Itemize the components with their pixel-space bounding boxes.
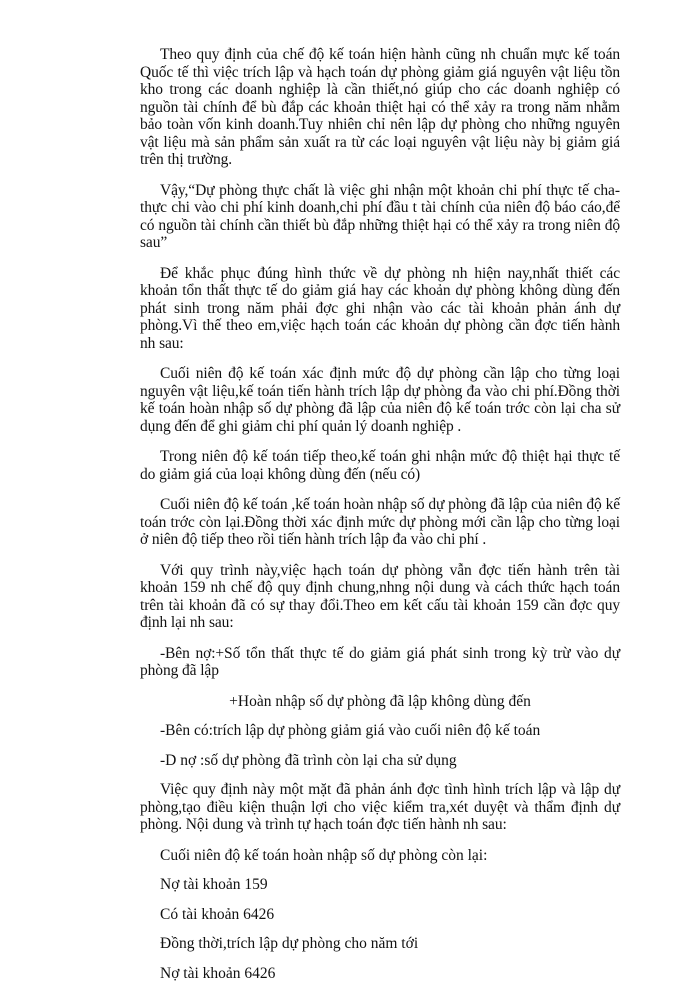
document-page [140, 46, 620, 994]
paragraph-year-end-reversal: Cuối niên độ kế toán ,kế toán hoàn nhập số dự phòng đã lập của niên độ kế toán trớc còn lại.Đồng thời xác định mức dự phòng mới cần lập cho từng loại ở niên độ tiếp theo rồi tiến hành trích lập đa vào chi phí . [140, 496, 620, 548]
paragraph-year-end-determination: Cuối niên độ kế toán xác định mức độ dự phòng cần lập cho từng loại nguyên vật liệu,kế toán tiến hành trích lập dự phòng đa vào chi phí.Đồng thời kế toán hoàn nhập số dự phòng đã lập của niên độ kế toán trớc còn lại cha sử dụng đến để ghi giảm chi phí quản lý doanh nghiệp . [140, 365, 620, 435]
entry-next-year-provision: Đồng thời,trích lập dự phòng cho năm tới [160, 935, 419, 952]
entry-debit-6426: Nợ tài khoản 6426 [160, 964, 276, 982]
paragraph-account-159-structure: Với quy trình này,việc hạch toán dự phòng vẫn đợc tiến hành trên tài khoản 159 nh chế độ quy định chung,nhng nội dung và cách thức hạch toán trên tài khoản đã có sự thay đổi.Theo em kết cấu tài khoản 159 cần đợc quy định lại nh sau: [140, 561, 620, 631]
paragraph-provisions-regulation: Theo quy định của chế độ kế toán hiện hành cũng nh chuẩn mực kế toán Quốc tế thì việc trích lập và hạch toán dự phòng giảm giá nguyên vật liệu tồn kho trong các doanh nghiệp là cần thiết,nó giúp cho các doanh nghiệp có nguồn tài chính để bù đắp các khoản thiệt hại có thể xảy ra trong năm nhằm bảo toàn vốn kinh doanh.Tuy nhiên chỉ nên lập dự phòng cho những nguyên vật liệu mà sản phẩm sản xuất ra từ các loại nguyên vật liệu này bị giảm giá trên thị trường. [140, 46, 620, 168]
paragraph-debit-side: -Bên nợ:+Số tổn thất thực tế do giảm giá phát sinh trong kỳ trừ vào dự phòng đã lập [140, 644, 620, 679]
paragraph-next-period: Trong niên độ kế toán tiếp theo,kế toán ghi nhận mức độ thiệt hại thực tế do giảm giá của loại không dùng đến (nếu có) [140, 448, 620, 483]
line-reversal-unused: +Hoàn nhập số dự phòng đã lập không dùng đến [229, 692, 531, 710]
entry-credit-6426: Có tài khoản 6426 [160, 905, 275, 923]
line-credit-side: -Bên có:trích lập dự phòng giảm giá vào cuối niên độ kế toán [160, 722, 541, 739]
paragraph-overcome-form: Để khắc phục đúng hình thức về dự phòng nh hiện nay,nhất thiết các khoản tổn thất thực tế do giảm giá hay các khoản dự phòng không dùng đến phát sinh trong năm phải đợc ghi nhận vào các tài khoản phản ánh dự phòng.Vì thế theo em,việc hạch toán các khoản dự phòng cần đợc tiến hành nh sau: [140, 264, 620, 352]
entry-debit-159: Nợ tài khoản 159 [160, 876, 268, 893]
line-debit-balance: -D nợ :số dự phòng đã trình còn lại cha sử dụng [160, 751, 457, 769]
paragraph-procedure: Việc quy định này một mặt đã phản ánh đợc tình hình trích lập và lập dự phòng,tạo điều kiện thuận lợi cho việc kiểm tra,xét duyệt và thẩm định dự phòng. Nội dung và trình tự hạch toán đợc tiến hành nh sau: [140, 781, 620, 833]
entry-year-end-reversal: Cuối niên độ kế toán hoàn nhập số dự phòng còn lại: [160, 846, 488, 864]
paragraph-provision-definition: Vậy,“Dự phòng thực chất là việc ghi nhận một khoản chi phí thực tế cha thực chi vào chi phí kinh doanh,chi phí đầu t tài chính của niên độ báo cáo,để có nguồn tài chính cần thiết bù đắp những thiệt hại có thể xảy ra trong niên độ sau” [140, 181, 620, 251]
